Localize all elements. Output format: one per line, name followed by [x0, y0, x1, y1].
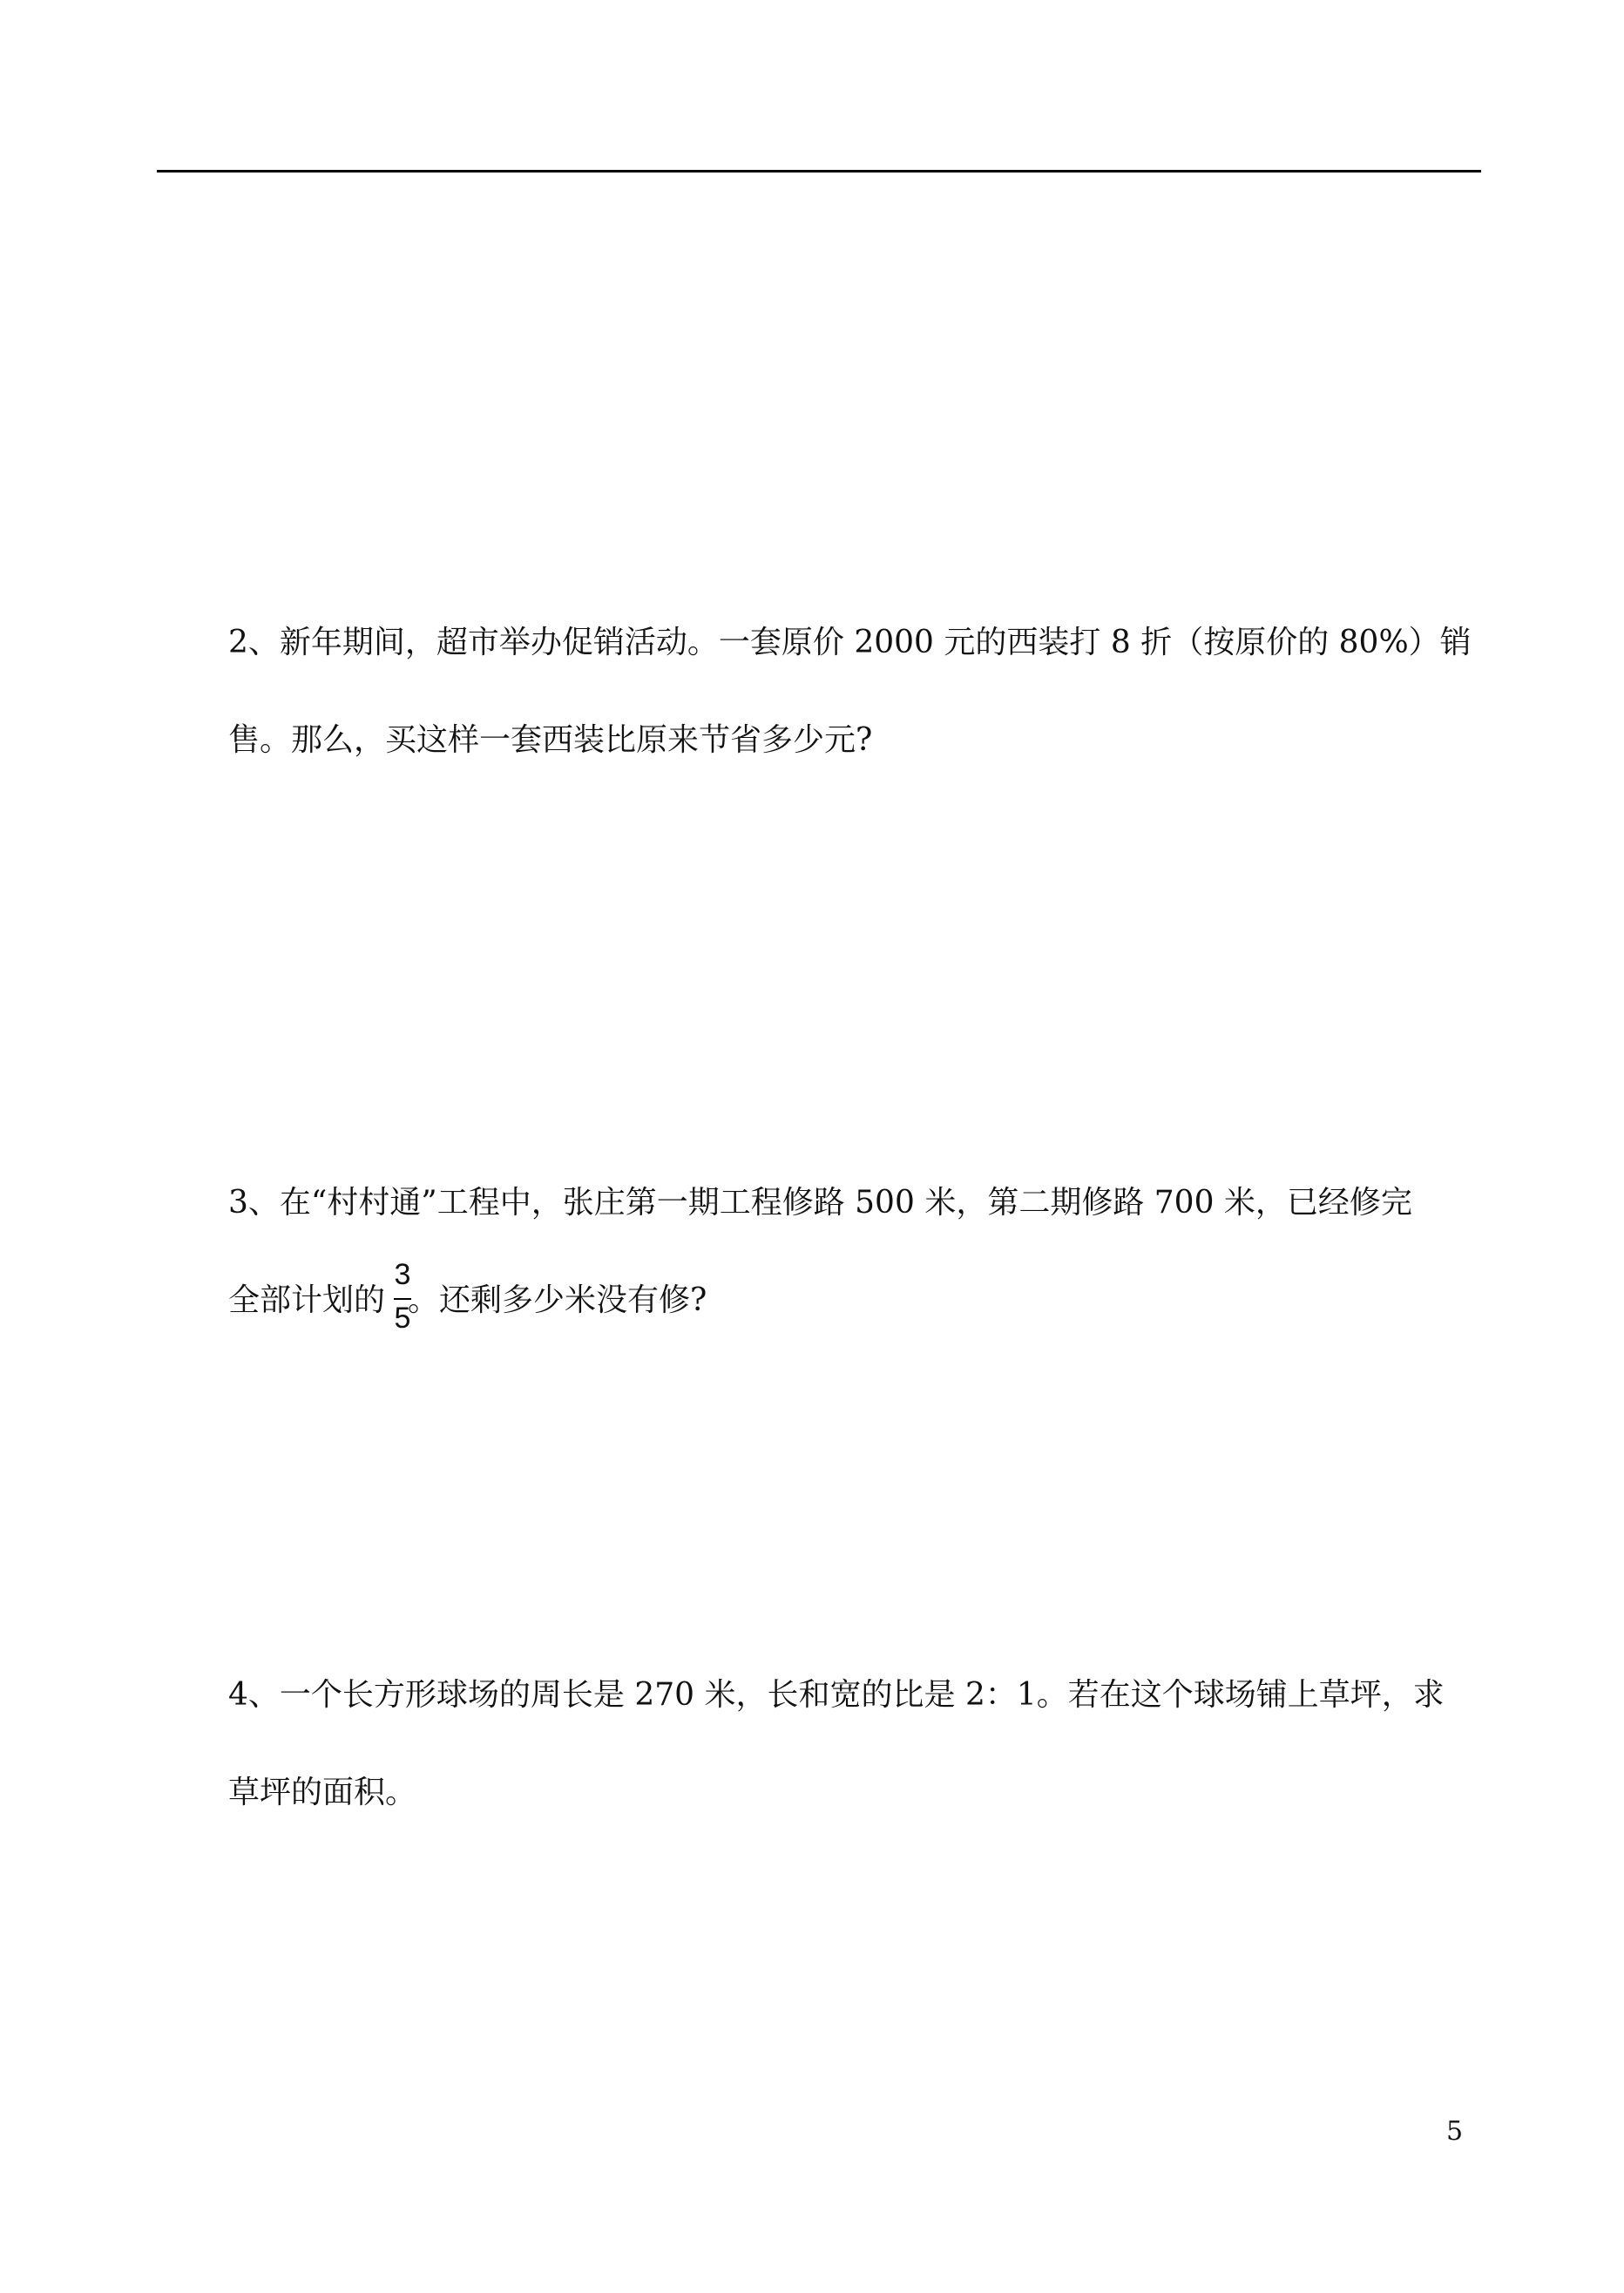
fraction-numerator: 3: [394, 1258, 411, 1291]
page-number: 5: [1446, 2116, 1464, 2147]
question-3-line-2: [228, 1282, 707, 1319]
fraction-bar: [394, 1298, 411, 1300]
question-3-line-2-after: 。还剩多少米没有修?: [408, 1282, 707, 1318]
question-3-line-1: 3、在“村村通”工程中，张庄第一期工程修路 500 米，第二期修路 700 米，已经修完: [228, 1185, 1412, 1221]
question-2-line-2: 售。那么，买这样一套西装比原来节省多少元?: [228, 722, 873, 758]
question-2-line-1: 2、新年期间，超市举办促销活动。一套原价 2000 元的西装打 8 折（按原价的 80%）销: [228, 625, 1472, 660]
header-rule: [157, 170, 1481, 172]
question-4-line-1: 4、一个长方形球场的周长是 270 米，长和宽的比是 2：1。若在这个球场铺上草坪，求: [228, 1677, 1445, 1713]
question-3-line-2-before: 全部计划的: [228, 1282, 386, 1318]
question-4-line-2: 草坪的面积。: [228, 1775, 417, 1810]
fraction-denominator: 5: [394, 1302, 411, 1335]
